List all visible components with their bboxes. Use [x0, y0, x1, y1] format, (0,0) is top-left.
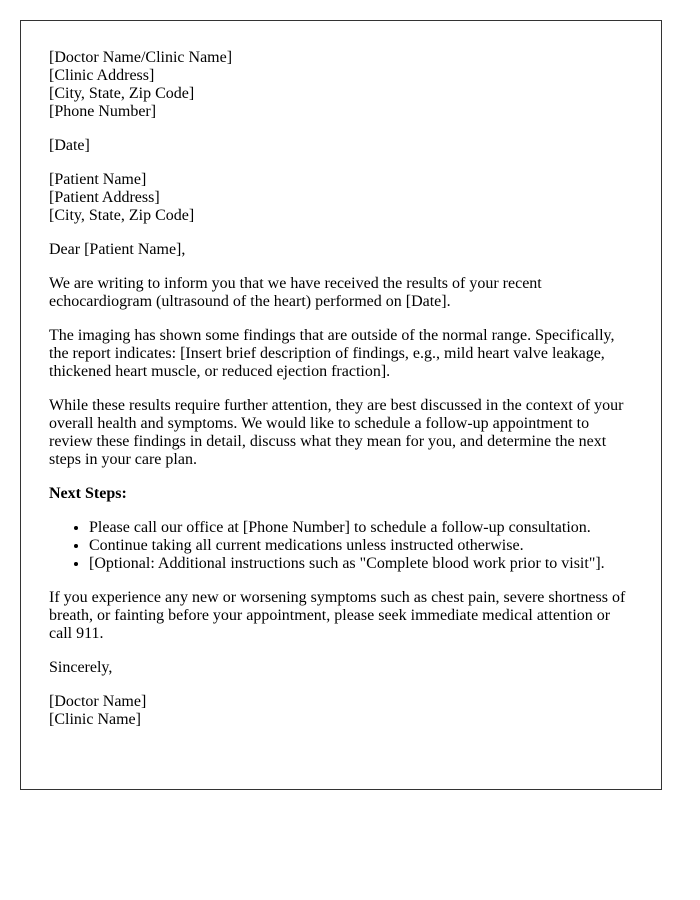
paragraph-warning: If you experience any new or worsening symptoms such as chest pain, severe shortness of breath, or fainting before your appointment, please seek immediate medical attention or call 911.: [49, 589, 626, 642]
sender-name: [Doctor Name/Clinic Name]: [49, 49, 233, 66]
salutation: Dear [Patient Name],: [49, 241, 186, 258]
sender-address: [Clinic Address]: [49, 67, 155, 84]
closing: Sincerely,: [49, 659, 113, 676]
signature-clinic: [Clinic Name]: [49, 711, 141, 728]
signature-doctor: [Doctor Name]: [49, 693, 147, 710]
paragraph-followup: While these results require further attention, they are best discussed in the context of your overall health and symptoms. We would like to schedule a follow-up appointment to review these findings in detail, discuss what they mean for you, and determine the next steps in your care plan.: [49, 397, 624, 468]
recipient-address: [Patient Address]: [49, 189, 160, 206]
sender-city: [City, State, Zip Code]: [49, 85, 195, 102]
letter: [20, 20, 662, 790]
list-item: • Please call our office at [Phone Number] to schedule a follow-up consultation.: [89, 519, 633, 537]
signature-block: [49, 693, 633, 729]
recipient-city: [City, State, Zip Code]: [49, 207, 195, 224]
letter-date: [Date]: [49, 137, 90, 154]
paragraph-intro: We are writing to inform you that we have received the results of your recent echocardiogram (ultrasound of the heart) performed on [Date].: [49, 275, 542, 310]
recipient-block: [49, 171, 633, 225]
sender-block: [49, 49, 633, 121]
list-item: • [Optional: Additional instructions such as "Complete blood work prior to visit"].: [89, 555, 633, 573]
recipient-name: [Patient Name]: [49, 171, 147, 188]
list-item: • Continue taking all current medications unless instructed otherwise.: [89, 537, 633, 555]
next-steps-heading: Next Steps:: [49, 485, 127, 502]
next-steps-list: [49, 519, 633, 573]
paragraph-findings: The imaging has shown some findings that are outside of the normal range. Specifically, the report indicates: [Insert brief description of findings, e.g., mild heart valve leakage, thickened heart muscle, or reduced ejection fraction].: [49, 327, 615, 380]
sender-phone: [Phone Number]: [49, 103, 157, 120]
